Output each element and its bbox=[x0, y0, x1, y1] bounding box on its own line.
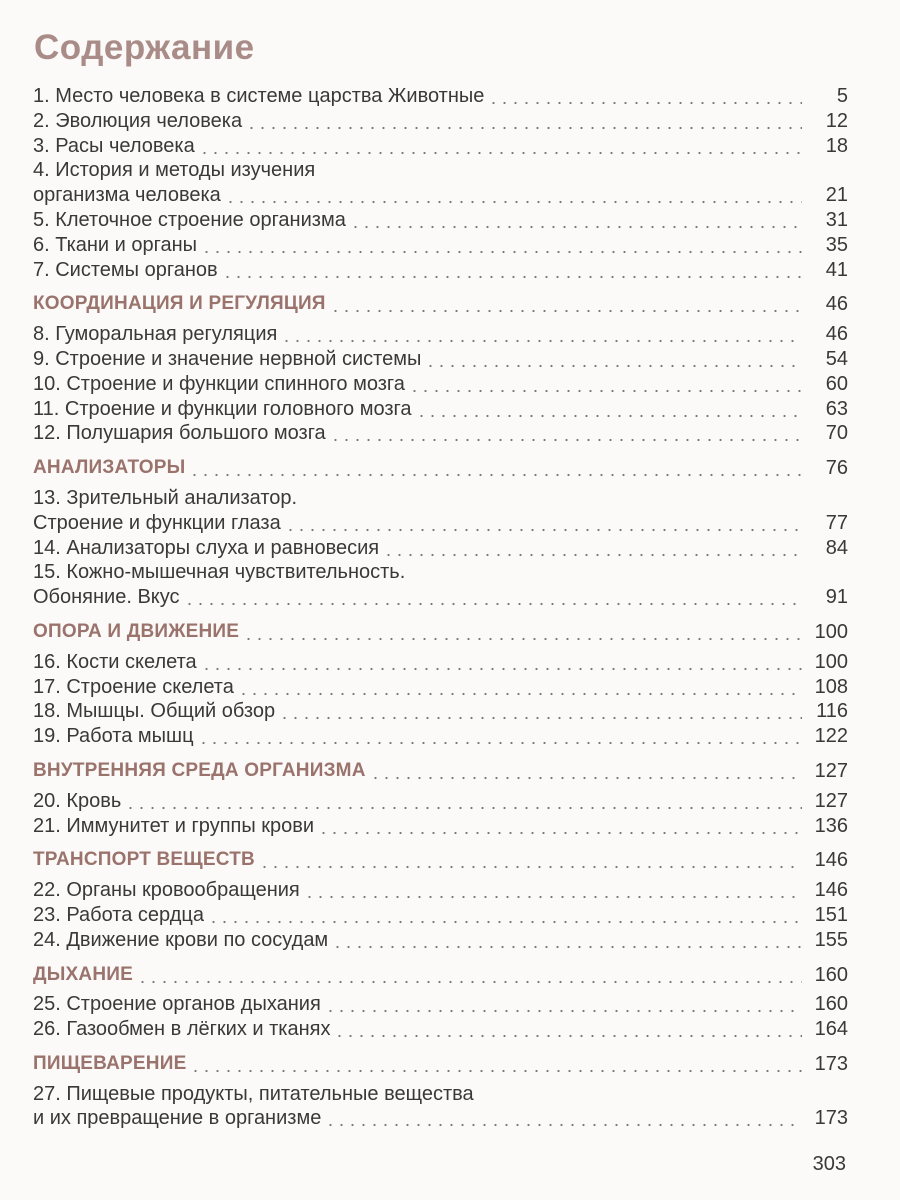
dot-leader bbox=[259, 848, 802, 873]
toc-entry-title: 4. История и методы изучения bbox=[33, 159, 316, 182]
toc-entry bbox=[33, 1017, 848, 1042]
toc-section-heading bbox=[33, 848, 848, 873]
toc-entry bbox=[33, 183, 848, 208]
toc-entry-title: 16. Кости скелета bbox=[33, 650, 197, 673]
toc-entry bbox=[33, 372, 848, 397]
toc-page-number: 160 bbox=[814, 963, 848, 986]
toc-section-heading bbox=[33, 620, 848, 645]
toc-page-number: 12 bbox=[825, 109, 848, 132]
dot-leader bbox=[184, 585, 802, 610]
toc-page-number: 21 bbox=[825, 184, 848, 207]
toc-entry bbox=[33, 585, 848, 610]
toc-entry-title: 6. Ткани и органы bbox=[33, 233, 198, 256]
toc-entry-title: 13. Зрительный анализатор. bbox=[33, 486, 298, 509]
dot-leader bbox=[409, 372, 802, 397]
toc-page-number: 100 bbox=[814, 620, 848, 643]
toc-entry-title: 15. Кожно-мышечная чувствительность. bbox=[33, 561, 406, 584]
dot-leader bbox=[425, 347, 802, 372]
toc-page-number: 160 bbox=[814, 993, 848, 1016]
toc-entry-title: 7. Системы органов bbox=[33, 258, 218, 281]
toc-entry bbox=[33, 724, 848, 749]
dot-leader bbox=[281, 322, 802, 347]
toc-section-heading bbox=[33, 456, 848, 481]
toc-entry-title: 19. Работа мышц bbox=[33, 725, 194, 748]
toc-page-number: 127 bbox=[814, 789, 848, 812]
dot-leader bbox=[225, 183, 802, 208]
toc-page-number: 63 bbox=[825, 397, 848, 420]
toc-page-number: 151 bbox=[814, 903, 848, 926]
toc-entry bbox=[33, 109, 848, 134]
toc-entry bbox=[33, 258, 848, 283]
table-of-contents bbox=[33, 84, 848, 1131]
toc-entry bbox=[33, 397, 848, 422]
toc-section-heading bbox=[33, 1052, 848, 1077]
toc-entry-title: ПИЩЕВАРЕНИЕ bbox=[33, 1052, 187, 1074]
toc-page-number: 127 bbox=[814, 759, 848, 782]
toc-page-number: 54 bbox=[825, 347, 848, 370]
toc-page-number: 76 bbox=[825, 457, 848, 480]
toc-entry-title: ТРАНСПОРТ ВЕЩЕСТВ bbox=[33, 849, 255, 871]
toc-entry-title: 9. Строение и значение нервной системы bbox=[33, 347, 422, 370]
toc-entry-title: 22. Органы кровообращения bbox=[33, 879, 300, 902]
toc-entry-title: 2. Эволюция человека bbox=[33, 109, 243, 132]
toc-entry-title: 21. Иммунитет и группы крови bbox=[33, 814, 315, 837]
toc-page-number: 70 bbox=[825, 422, 848, 445]
toc-entry-title: ОПОРА И ДВИЖЕНИЕ bbox=[33, 620, 240, 642]
dot-leader bbox=[330, 292, 802, 317]
toc-page-number: 5 bbox=[836, 85, 848, 107]
dot-leader bbox=[285, 511, 802, 536]
toc-entry-title: 3. Расы человека bbox=[33, 134, 195, 157]
toc-entry bbox=[33, 486, 848, 511]
toc-entry-title: 20. Кровь bbox=[33, 789, 122, 812]
toc-page-number: 100 bbox=[814, 650, 848, 673]
toc-entry-title: 26. Газообмен в лёгких и тканях bbox=[33, 1018, 331, 1041]
dot-leader bbox=[189, 456, 802, 481]
toc-page-number: 91 bbox=[825, 586, 848, 609]
toc-entry-title: и их превращение в организме bbox=[33, 1107, 322, 1130]
dot-leader bbox=[243, 620, 802, 645]
dot-leader bbox=[198, 724, 802, 749]
toc-entry-title: 11. Строение и функции головного мозга bbox=[33, 397, 412, 420]
dot-leader bbox=[125, 789, 802, 814]
toc-section-heading bbox=[33, 963, 848, 988]
toc-entry bbox=[33, 878, 848, 903]
dot-leader bbox=[190, 1052, 802, 1077]
toc-page-number: 60 bbox=[825, 372, 848, 395]
toc-entry-title: 23. Работа сердца bbox=[33, 903, 204, 926]
toc-entry-title: 5. Клеточное строение организма bbox=[33, 208, 346, 231]
toc-page-number: 84 bbox=[825, 536, 848, 559]
toc-entry-title: 25. Строение органов дыхания bbox=[33, 993, 321, 1016]
dot-leader bbox=[325, 992, 802, 1017]
toc-entry-title: КООРДИНАЦИЯ И РЕГУЛЯЦИЯ bbox=[33, 293, 326, 315]
dot-leader bbox=[304, 878, 802, 903]
toc-entry bbox=[33, 421, 848, 446]
toc-entry bbox=[33, 992, 848, 1017]
dot-leader bbox=[416, 397, 802, 422]
toc-page-number: 46 bbox=[825, 323, 848, 346]
dot-leader bbox=[334, 1017, 802, 1042]
toc-entry bbox=[33, 789, 848, 814]
dot-leader bbox=[246, 109, 802, 134]
toc-entry-title: 24. Движение крови по сосудам bbox=[33, 928, 329, 951]
dot-leader bbox=[370, 759, 802, 784]
toc-page-number: 18 bbox=[825, 134, 848, 157]
toc-entry-title: 14. Анализаторы слуха и равновесия bbox=[33, 536, 380, 559]
dot-leader bbox=[488, 84, 802, 109]
toc-entry bbox=[33, 208, 848, 233]
toc-entry bbox=[33, 536, 848, 561]
toc-entry-title: 12. Полушария большого мозга bbox=[33, 422, 326, 445]
dot-leader bbox=[330, 421, 802, 446]
dot-leader bbox=[318, 814, 802, 839]
dot-leader bbox=[201, 233, 802, 258]
dot-leader bbox=[350, 208, 802, 233]
toc-entry bbox=[33, 134, 848, 159]
toc-section-heading bbox=[33, 759, 848, 784]
dot-leader bbox=[332, 928, 802, 953]
toc-entry bbox=[33, 158, 848, 183]
toc-entry-title: ВНУТРЕННЯЯ СРЕДА ОРГАНИЗМА bbox=[33, 759, 366, 781]
toc-entry bbox=[33, 233, 848, 258]
dot-leader bbox=[279, 699, 802, 724]
toc-page-number: 108 bbox=[814, 675, 848, 698]
toc-section-heading bbox=[33, 292, 848, 317]
toc-entry-title: организма человека bbox=[33, 184, 221, 207]
toc-page-number: 136 bbox=[814, 814, 848, 837]
toc-entry bbox=[33, 322, 848, 347]
dot-leader bbox=[199, 134, 802, 159]
toc-entry bbox=[33, 347, 848, 372]
toc-entry-title: 27. Пищевые продукты, питательные вещества bbox=[33, 1082, 474, 1105]
dot-leader bbox=[137, 963, 802, 988]
toc-entry bbox=[33, 511, 848, 536]
dot-leader bbox=[208, 903, 802, 928]
dot-leader bbox=[222, 258, 802, 283]
toc-page-number: 77 bbox=[825, 511, 848, 534]
toc-entry bbox=[33, 84, 848, 109]
dot-leader bbox=[201, 650, 802, 675]
toc-page-number: 173 bbox=[814, 1052, 848, 1075]
toc-entry bbox=[33, 675, 848, 700]
toc-entry-title: ДЫХАНИЕ bbox=[33, 963, 133, 985]
toc-entry-title: Строение и функции глаза bbox=[33, 511, 281, 534]
toc-entry bbox=[33, 699, 848, 724]
toc-page-number: 116 bbox=[816, 700, 848, 723]
page-number: 303 bbox=[812, 1153, 846, 1175]
toc-page-number: 41 bbox=[825, 258, 848, 281]
dot-leader bbox=[325, 1106, 802, 1131]
toc-entry bbox=[33, 650, 848, 675]
page-title: Содержание bbox=[34, 28, 255, 67]
toc-page-number: 122 bbox=[814, 725, 848, 748]
toc-entry-title: 18. Мышцы. Общий обзор bbox=[33, 700, 276, 723]
toc-entry bbox=[33, 903, 848, 928]
toc-entry-title: 1. Место человека в системе царства Животные bbox=[33, 85, 485, 107]
toc-page-number: 155 bbox=[814, 928, 848, 951]
toc-page-number: 164 bbox=[814, 1018, 848, 1041]
toc-entry bbox=[33, 814, 848, 839]
toc-entry bbox=[33, 928, 848, 953]
toc-entry bbox=[33, 1082, 848, 1107]
dot-leader bbox=[238, 675, 802, 700]
toc-entry-title: 10. Строение и функции спинного мозга bbox=[33, 372, 405, 395]
toc-entry bbox=[33, 1106, 848, 1131]
toc-page-number: 31 bbox=[825, 208, 848, 231]
toc-page-number: 35 bbox=[825, 233, 848, 256]
toc-page-number: 146 bbox=[814, 849, 848, 872]
toc-entry-title: Обоняние. Вкус bbox=[33, 586, 180, 609]
toc-entry bbox=[33, 560, 848, 585]
dot-leader bbox=[383, 536, 802, 561]
toc-entry-title: 17. Строение скелета bbox=[33, 675, 234, 698]
toc-page-number: 46 bbox=[825, 293, 848, 316]
toc-entry-title: 8. Гуморальная регуляция bbox=[33, 323, 278, 346]
toc-page-number: 173 bbox=[814, 1107, 848, 1130]
toc-page-number: 146 bbox=[814, 879, 848, 902]
toc-entry-title: АНАЛИЗАТОРЫ bbox=[33, 457, 186, 479]
